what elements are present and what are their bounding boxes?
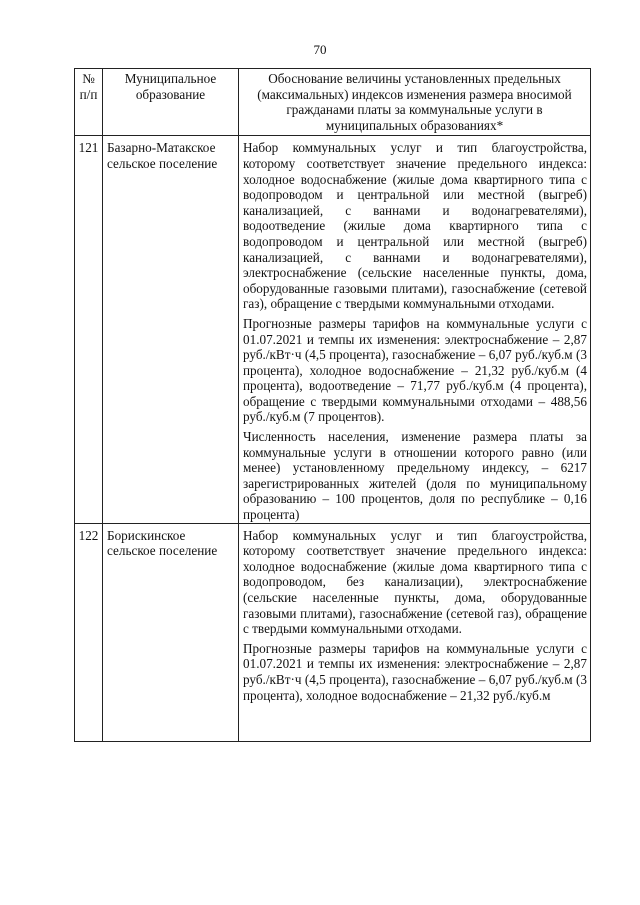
header-municipality: Муниципальное образование bbox=[103, 69, 239, 136]
justification-cell bbox=[239, 136, 591, 523]
index-justification-table bbox=[74, 68, 591, 742]
row-number: 122 bbox=[75, 523, 103, 741]
tariffs-paragraph: Прогнозные размеры тарифов на коммунальные услуги с 01.07.2021 и темпы их изменения: электроснабжение – 2,87 руб./кВт·ч (4,5 процента), газоснабжение – 6,07 руб./куб.м (3 процента), холодное водоснабжение – 21,32 руб./куб.м bbox=[243, 640, 587, 703]
services-paragraph: Набор коммунальных услуг и тип благоустройства, которому соответствует значение предельного индекса: холодное водоснабжение (жилые дома квартирного типа с водопроводом и центральной или местной (выгреб) канализацией, с ваннами и водонагревателями), водоотведение (жилые дома квартирного типа с водопроводом и центральной или местной (выгреб) канализацией, с ваннами и водонагревателями), электроснабжение (сельские населенные пункты, дома, оборудованные газовыми плитами), газоснабжение (сетевой газ), обращение с твердыми коммунальными отходами. bbox=[243, 140, 587, 312]
services-paragraph: Набор коммунальных услуг и тип благоустройства, которому соответствует значение предельного индекса: холодное водоснабжение (жилые дома квартирного типа с водопроводом, без канализации), электроснабжение (сельские населенные пункты, дома, оборудованные газовыми плитами), газоснабжение (сетевой газ), обращение с твердыми коммунальными отходами. bbox=[243, 527, 587, 637]
justification-cell bbox=[239, 523, 591, 741]
tariffs-paragraph: Прогнозные размеры тарифов на коммунальные услуги с 01.07.2021 и темпы их изменения: электроснабжение – 2,87 руб./кВт·ч (4,5 процента), газоснабжение – 6,07 руб./куб.м (3 процента), холодное водоснабжение – 21,32 руб./куб.м (4 процента), водоотведение – 71,77 руб./куб.м (4 процента), обращение с твердыми коммунальными отходами – 488,56 руб./куб.м (7 процентов). bbox=[243, 315, 587, 425]
municipality-name: Борискинское сельское поселение bbox=[103, 523, 239, 741]
page-number: 70 bbox=[313, 42, 327, 57]
table-header-row bbox=[75, 69, 591, 136]
population-paragraph: Численность населения, изменение размера платы за коммунальные услуги в отношении которого равно (или менее) установленному предельному индексу, – 6217 зарегистрированных жителей (доля по муниципальному образованию – 100 процентов, доля по республике – 0,16 процента) bbox=[243, 429, 587, 523]
municipality-name: Базарно-Матакское сельское поселение bbox=[103, 136, 239, 523]
row-number: 121 bbox=[75, 136, 103, 523]
table-row bbox=[75, 523, 591, 741]
header-num: № п/п bbox=[75, 69, 103, 136]
table-row bbox=[75, 136, 591, 523]
header-justification: Обоснование величины установленных предельных (максимальных) индексов изменения размера вносимой гражданами платы за коммунальные услуги в муниципальных образованиях* bbox=[239, 69, 591, 136]
